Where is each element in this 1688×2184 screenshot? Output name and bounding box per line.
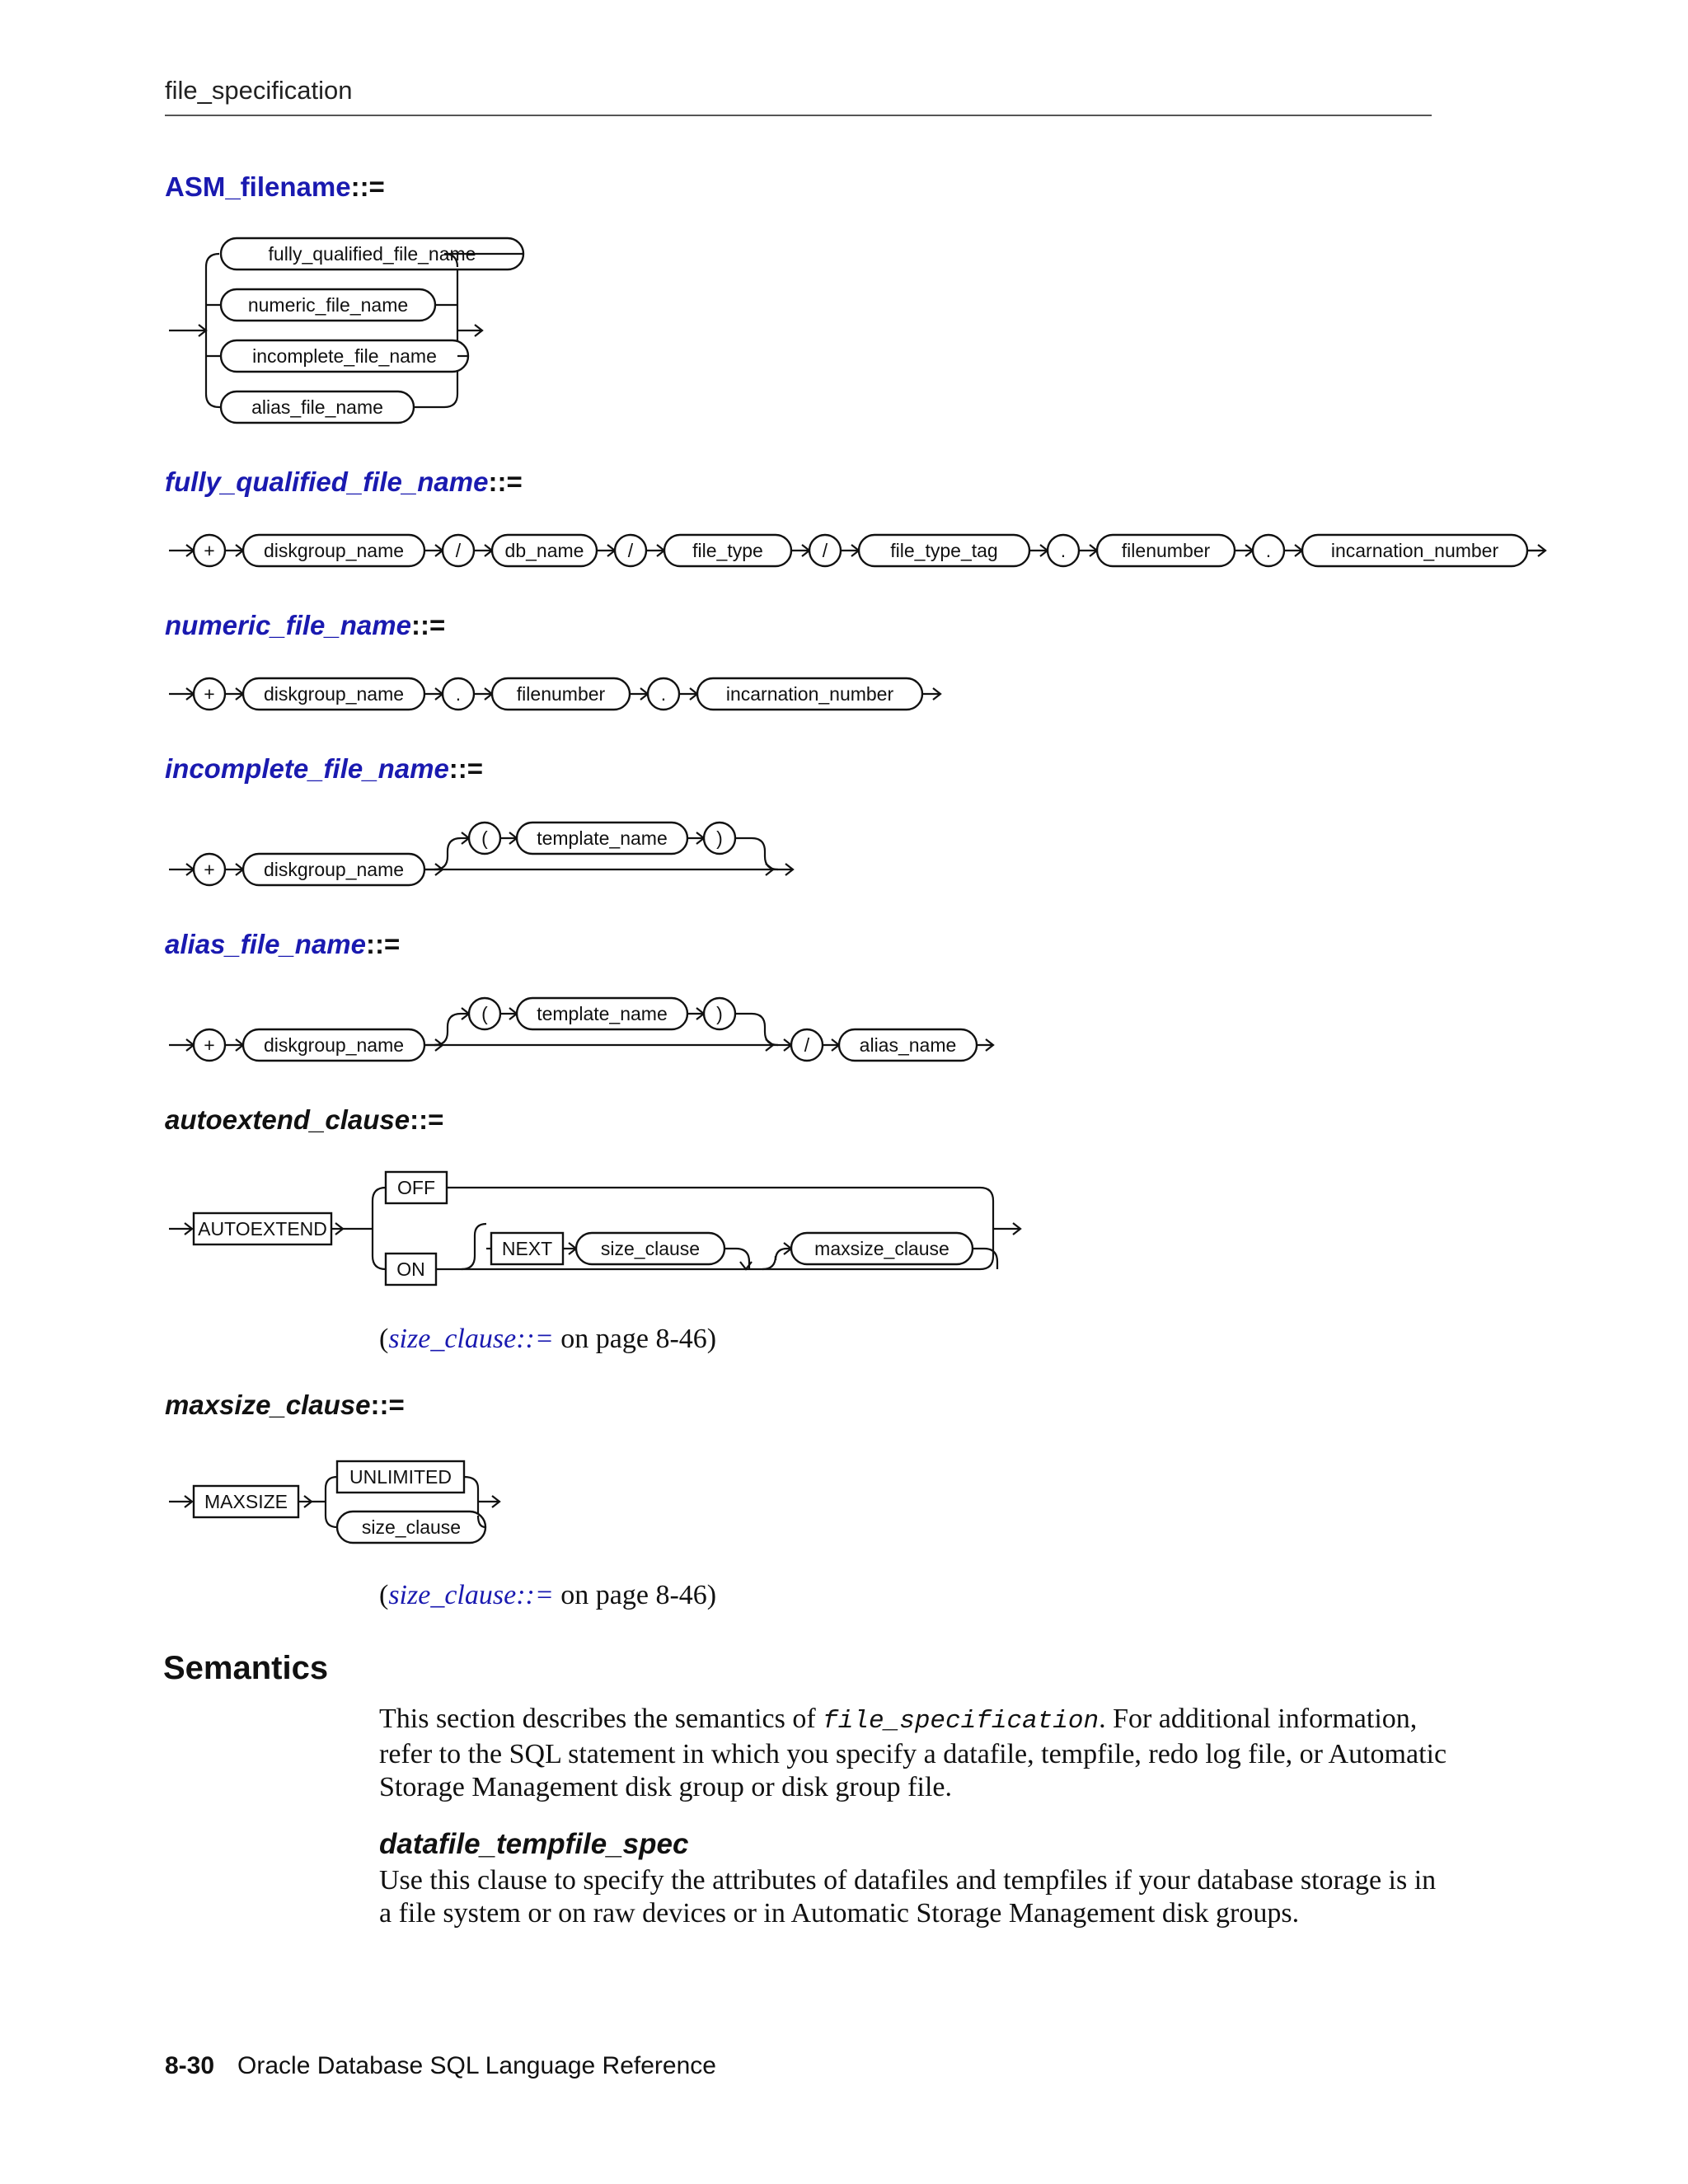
rule-operator: ::=: [350, 171, 385, 202]
svg-text:+: +: [204, 683, 215, 705]
alias-alias-name: [839, 1029, 977, 1061]
fq-incarnation-number-11: [1302, 535, 1527, 566]
alias-plus-sign-0: [194, 1029, 225, 1061]
inc-open-paren: [469, 823, 500, 854]
fq-db-name-3: [492, 535, 597, 566]
svg-text:fully_qualified_file_name: fully_qualified_file_name: [268, 243, 476, 265]
size-clause-link[interactable]: size_clause::=: [388, 1580, 554, 1610]
svg-text:.: .: [455, 683, 462, 705]
keyword-autoextend: [194, 1213, 331, 1244]
fq-file-type-tag-7: [859, 535, 1029, 566]
num-plus-sign-0: [194, 678, 225, 710]
svg-text:(: (: [481, 1003, 488, 1024]
inc-diskgroup-name-1: [243, 854, 424, 885]
rule-name: autoextend_clause: [165, 1104, 410, 1135]
fq-slash-6: [809, 535, 841, 566]
svg-text:+: +: [204, 859, 215, 880]
svg-text:template_name: template_name: [537, 1003, 668, 1024]
svg-text:alias_name: alias_name: [859, 1034, 957, 1056]
asm-choice-numeric-file-name: [221, 289, 435, 321]
running-header: file_specification: [165, 76, 353, 105]
asm-choice-incomplete-file-name: [221, 340, 468, 372]
svg-text:file_type_tag: file_type_tag: [890, 540, 998, 561]
svg-text:/: /: [455, 540, 462, 561]
svg-text:diskgroup_name: diskgroup_name: [263, 683, 405, 705]
alias-open-paren: [469, 998, 500, 1029]
svg-text:size_clause: size_clause: [600, 1238, 701, 1259]
autoextend-size-clause: [576, 1233, 724, 1264]
fq-slash-4: [615, 535, 646, 566]
subsection-paragraph: Use this clause to specify the attributes of datafiles and tempfiles if your database storage is in a file system or on raw devices or in Automatic Storage Management disk groups.: [379, 1865, 1437, 1929]
svg-text:/: /: [627, 540, 634, 561]
rule-name: numeric_file_name: [165, 610, 411, 640]
svg-text:+: +: [204, 1034, 215, 1056]
fq-dot-10: [1253, 535, 1284, 566]
svg-text:maxsize_clause: maxsize_clause: [814, 1238, 950, 1259]
svg-text:template_name: template_name: [537, 827, 668, 849]
num-dot-2: [443, 678, 474, 710]
svg-text:ON: ON: [396, 1258, 425, 1280]
rule-name: ASM_filename: [165, 171, 351, 202]
keyword-maxsize: [194, 1486, 298, 1517]
rule-operator: ::=: [366, 929, 401, 959]
page-number: 8-30: [165, 2052, 215, 2079]
alias-template-name: [517, 998, 687, 1029]
svg-text:file_type: file_type: [692, 540, 763, 561]
svg-text:filenumber: filenumber: [1121, 540, 1211, 561]
page-footer: [165, 2052, 716, 2080]
svg-text:MAXSIZE: MAXSIZE: [204, 1491, 288, 1512]
inc-template-name: [517, 823, 687, 854]
rule-name: fully_qualified_file_name: [165, 466, 489, 497]
inline-code: file_specification: [823, 1707, 1100, 1736]
svg-text:AUTOEXTEND: AUTOEXTEND: [198, 1218, 327, 1240]
semantics-intro-paragraph: This section describes the semantics of file_specification. For additional information, refer to the SQL statement in which you specify a datafile, tempfile, redo log file, or Automatic Storage Management disk group or disk group file.: [379, 1704, 1447, 1802]
book-title: Oracle Database SQL Language Reference: [237, 2052, 716, 2079]
svg-text:diskgroup_name: diskgroup_name: [263, 859, 405, 880]
fq-filenumber-9: [1097, 535, 1235, 566]
num-diskgroup-name-1: [243, 678, 424, 710]
inc-plus-sign-0: [194, 854, 225, 885]
rule-name: maxsize_clause: [165, 1390, 371, 1420]
section-heading-semantics: Semantics: [163, 1650, 329, 1686]
svg-text:diskgroup_name: diskgroup_name: [263, 1034, 405, 1056]
svg-text:.: .: [1060, 540, 1067, 561]
fq-slash-2: [443, 535, 474, 566]
fq-plus-sign-0: [194, 535, 225, 566]
svg-text:numeric_file_name: numeric_file_name: [247, 294, 409, 316]
rule-operator: ::=: [410, 610, 446, 640]
svg-text:): ): [716, 1003, 723, 1024]
svg-text:incarnation_number: incarnation_number: [1330, 540, 1499, 561]
rule-operator: ::=: [370, 1390, 405, 1420]
svg-text:/: /: [822, 540, 828, 561]
num-filenumber-3: [492, 678, 630, 710]
svg-text:(: (: [481, 827, 488, 849]
svg-text:): ): [716, 827, 723, 849]
keyword-on: [386, 1254, 436, 1285]
svg-text:UNLIMITED: UNLIMITED: [349, 1466, 452, 1488]
keyword-next: [491, 1233, 563, 1264]
fq-file-type-5: [664, 535, 791, 566]
svg-text:filenumber: filenumber: [516, 683, 606, 705]
keyword-off: [386, 1172, 447, 1203]
svg-text:.: .: [660, 683, 667, 705]
fq-dot-8: [1048, 535, 1079, 566]
svg-text:incomplete_file_name: incomplete_file_name: [252, 345, 437, 367]
maxsize-size-clause: [337, 1511, 485, 1543]
asm-choice-alias-file-name: [221, 391, 414, 423]
svg-text:db_name: db_name: [504, 540, 584, 561]
svg-text:incarnation_number: incarnation_number: [725, 683, 894, 705]
svg-text:alias_file_name: alias_file_name: [251, 396, 383, 418]
fq-diskgroup-name-1: [243, 535, 424, 566]
rule-operator: ::=: [488, 466, 523, 497]
size-clause-link[interactable]: size_clause::=: [388, 1324, 554, 1354]
svg-text:size_clause: size_clause: [361, 1516, 462, 1538]
inc-close-paren: [704, 823, 735, 854]
svg-text:/: /: [804, 1034, 810, 1056]
cross-reference-maxsize: (size_clause::= on page 8-46): [379, 1580, 717, 1610]
svg-text:.: .: [1265, 540, 1272, 561]
svg-text:OFF: OFF: [397, 1177, 435, 1198]
svg-text:+: +: [204, 540, 215, 561]
rule-operator: ::=: [410, 1104, 444, 1135]
svg-text:NEXT: NEXT: [501, 1238, 553, 1259]
num-dot-4: [648, 678, 679, 710]
rule-name: incomplete_file_name: [165, 753, 449, 784]
svg-text:diskgroup_name: diskgroup_name: [263, 540, 405, 561]
subsection-heading: datafile_tempfile_spec: [379, 1828, 689, 1860]
alias-close-paren: [704, 998, 735, 1029]
rule-operator: ::=: [448, 753, 484, 784]
autoextend-maxsize-clause: [791, 1233, 973, 1264]
alias-slash: [791, 1029, 823, 1061]
keyword-unlimited: [337, 1461, 464, 1493]
rule-name: alias_file_name: [165, 929, 366, 959]
num-incarnation-number-5: [697, 678, 922, 710]
cross-reference-autoextend: (size_clause::= on page 8-46): [379, 1324, 717, 1354]
alias-diskgroup-name-1: [243, 1029, 424, 1061]
